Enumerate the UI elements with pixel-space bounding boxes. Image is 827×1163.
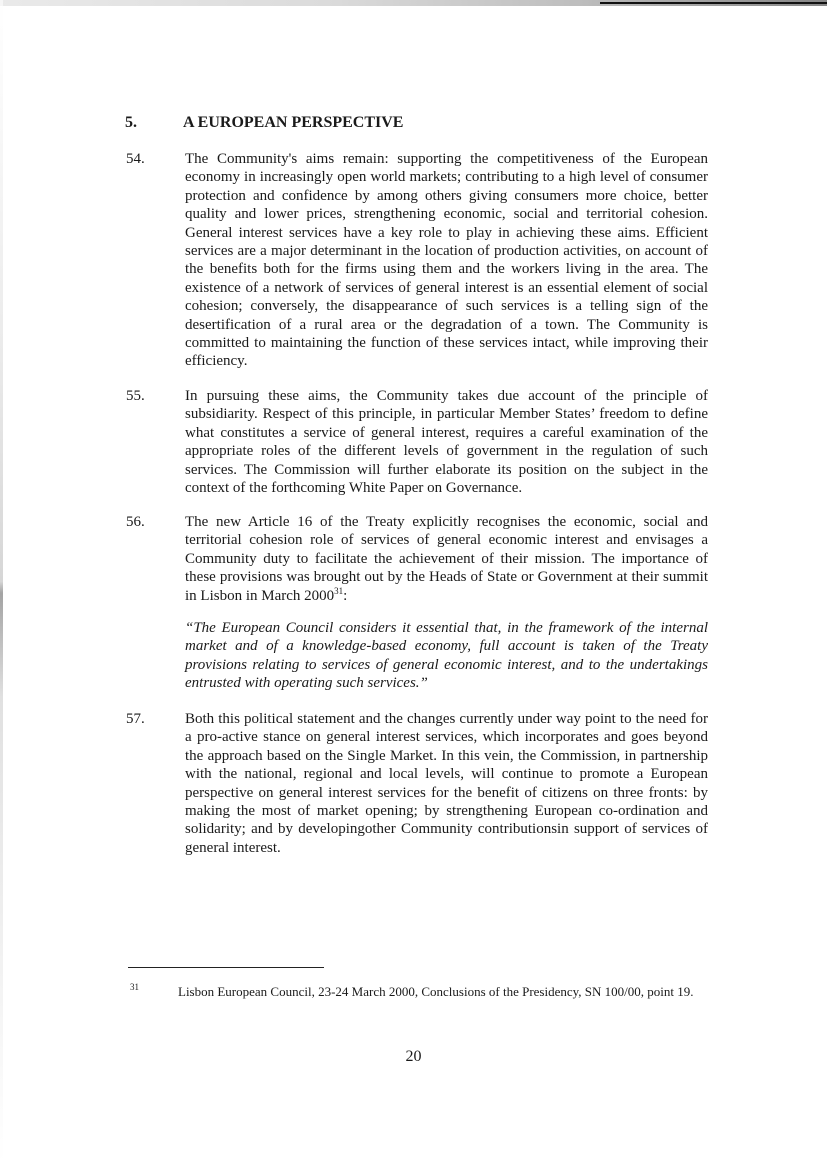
paragraph-55 [126, 387, 708, 497]
paragraph-number: 56. [126, 514, 145, 530]
footnote-reference: 31 [334, 585, 344, 596]
paragraph-number: 55. [126, 388, 145, 404]
footnote-separator [128, 967, 324, 968]
section-heading [125, 114, 403, 132]
paragraph-54 [126, 150, 708, 371]
paragraph-56 [126, 513, 708, 605]
page-number: 20 [405, 1048, 422, 1065]
footnote-text: Lisbon European Council, 23-24 March 2000, Conclusions of the Presidency, SN 100/00, point 19. [178, 984, 694, 999]
paragraph-text: The Community's aims remain: supporting the competitiveness of the European economy in increasingly open world markets; contributing to a high level of consumer protection and confidence by among others giving consumers more choice, better quality and lower prices, strengthening economic, social and territorial cohesion. General interest services have a key role to play in achieving these aims. Efficient services are a major determinant in the location of production activities, on account of the benefits both for the firms using them and the workers living in the area. The existence of a network of services of general interest is an essential element of social cohesion; conversely, the disappearance of such services is a telling sign of the desertification of a rural area or the degradation of a town. The Community is committed to maintaining the function of these services intact, while improving their efficiency. [185, 151, 708, 370]
paragraph-number: 57. [126, 711, 145, 727]
scan-top-line [600, 2, 827, 4]
paragraph-number: 54. [126, 151, 145, 167]
section-title: A EUROPEAN PERSPECTIVE [183, 114, 404, 131]
paragraph-body: The new Article 16 of the Treaty explicitly recognises the economic, social and territorial cohesion role of services of general economic interest and envisages a Community duty to facilitate the achievement of their mission. The importance of these provisions was brought out by the Heads of State or Government at their summit in Lisbon in March 2000 [185, 514, 708, 604]
paragraph-end: : [343, 587, 348, 604]
paragraph-text: Both this political statement and the changes currently under way point to the need for a pro-active stance on general interest services, which incorporates and goes beyond the approach based on the Single Market. In this vein, the Commission, in partnership with the national, regional and local levels, will continue to promote a European perspective on general interest services for the benefit of citizens on three fronts: by making the most of market opening; by strengthening European co-ordination and solidarity; and by developingother Community contributionsin support of services of general interest. [185, 711, 708, 856]
footnote-mark: 31 [130, 982, 139, 992]
paragraph-57 [126, 710, 708, 857]
paragraph-text: In pursuing these aims, the Community takes due account of the principle of subsidiarity. Respect of this principle, in particular Member States’ freedom to define what constitutes a service of general interest, requires a careful examination of the appropriate roles of the different levels of government in the regulation of such services. The Commission will further elaborate its position on the subject in the context of the forthcoming White Paper on Governance. [185, 388, 708, 497]
scan-left-edge [0, 0, 3, 1163]
paragraph-text [185, 513, 708, 605]
section-number: 5. [125, 114, 137, 131]
lisbon-quote: “The European Council considers it essential that, in the framework of the internal market and of a knowledge-based economy, full account is taken of the Treaty provisions relating to services of general economic interest, and to the undertakings entrusted with operating such services.” [185, 620, 708, 692]
